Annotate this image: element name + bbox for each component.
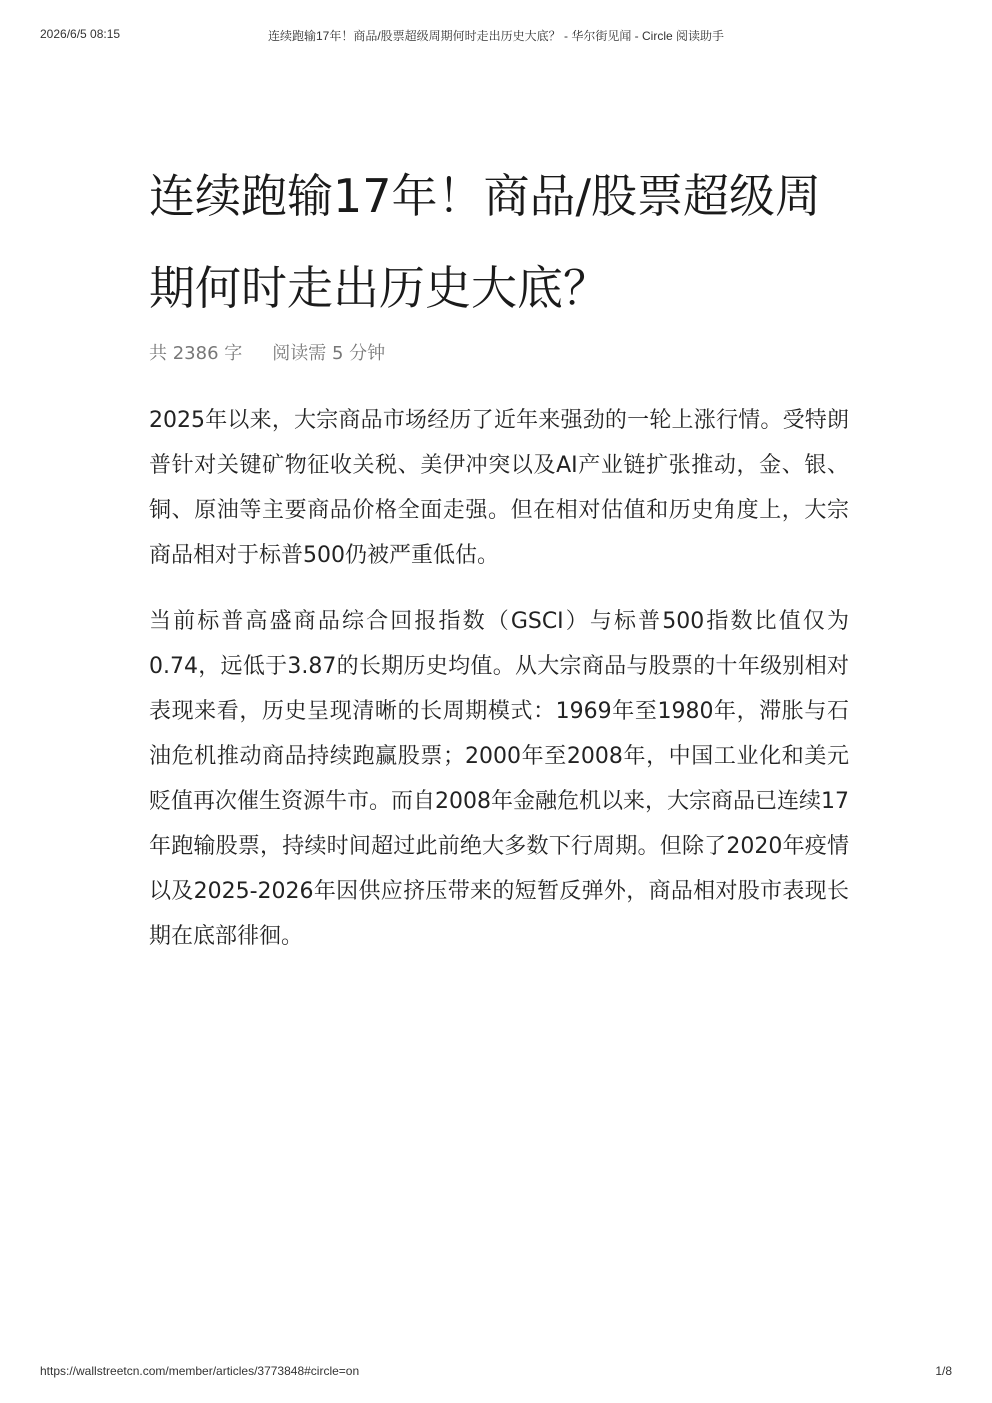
article-meta [149, 340, 849, 368]
read-time: 阅读需 5 分钟 [272, 343, 386, 364]
article [149, 150, 849, 980]
paragraph: 2025年以来，大宗商品市场经历了近年来强劲的一轮上涨行情。受特朗普针对关键矿物征收关税、美伊冲突以及AI产业链扩张推动，金、银、铜、原油等主要商品价格全面走强。但在相对估值和历史角度上，大宗商品相对于标普500仍被严重低估。 [149, 408, 849, 568]
word-count: 共 2386 字 [149, 343, 243, 364]
article-body [149, 398, 849, 959]
print-datetime: 2026/6/5 08:15 [40, 27, 121, 41]
page-number: 1/8 [935, 1364, 952, 1378]
article-title: 连续跑输17年！商品/股票超级周期何时走出历史大底？ [149, 169, 822, 315]
print-url: https://wallstreetcn.com/member/articles/3773848#circle=on [40, 1364, 360, 1378]
print-footer [0, 1364, 992, 1380]
print-doc-title: 连续跑输17年！商品/股票超级周期何时走出历史大底？ - 华尔街见闻 - Circle 阅读助手 [267, 29, 724, 43]
print-header [0, 27, 992, 43]
paragraph: 当前标普高盛商品综合回报指数（GSCI）与标普500指数比值仅为0.74，远低于3.87的长期历史均值。从大宗商品与股票的十年级别相对表现来看，历史呈现清晰的长周期模式：1969年至1980年，滞胀与石油危机推动商品持续跑赢股票；2000年至2008年，中国工业化和美元贬值再次催生资源牛市。而自2008年金融危机以来，大宗商品已连续17年跑输股票，持续时间超过此前绝大多数下行周期。但除了2020年疫情以及2025-2026年因供应挤压带来的短暂反弹外，商品相对股市表现长期在底部徘徊。 [149, 609, 849, 949]
